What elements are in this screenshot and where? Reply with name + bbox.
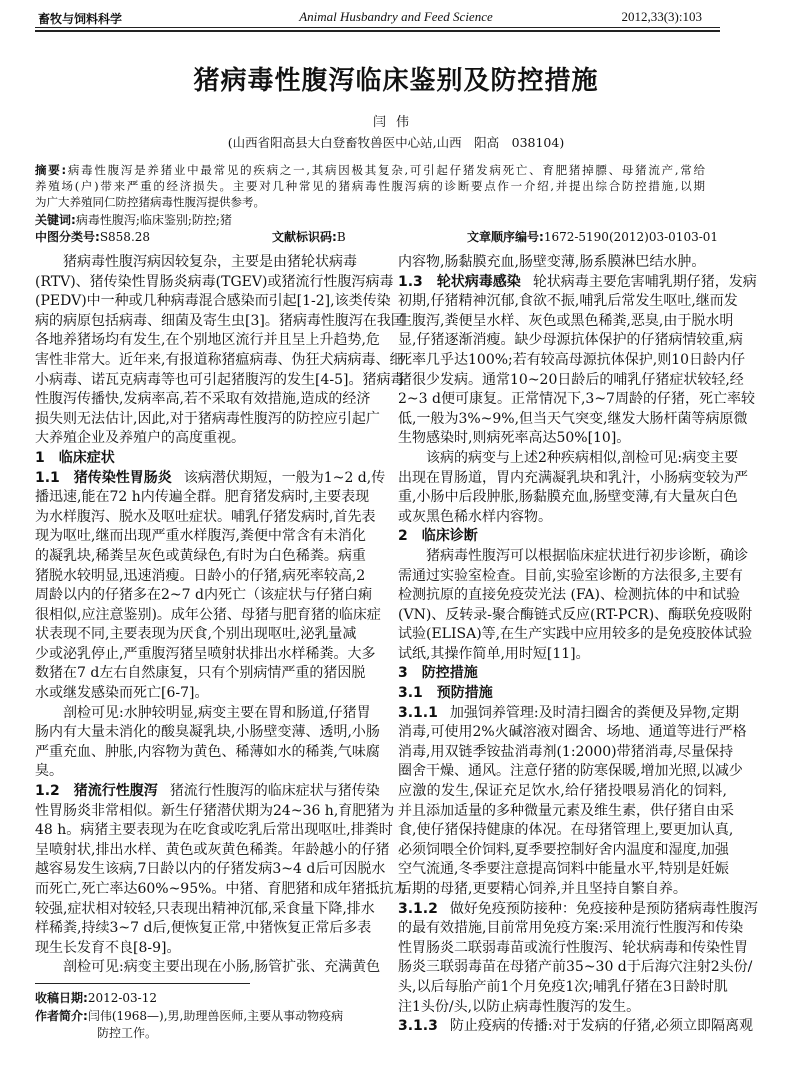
section-heading: 1 临床症状: [35, 449, 115, 466]
text-line-content: 该病的病变与上述2种疾病相似,剖检可见:病变主要: [426, 449, 739, 466]
abstract-label: 摘要:: [35, 163, 67, 177]
text-line-content: 应激的发生,保证充足饮水,给仔猪投喂易消化的饲料,: [398, 783, 727, 800]
text-line-content: 样稀粪,持续3~7 d后,便恢复正常,中猪恢复正常后多表: [35, 920, 372, 937]
section-heading: 3.1 预防措施: [398, 685, 493, 702]
text-line: [35, 253, 355, 273]
text-line-content: 猪病毒性腹泻病因较复杂，主要是由猪轮状病毒: [63, 254, 357, 270]
text-line: [398, 998, 727, 1018]
text-line-content: 较强,症状相对较轻,只表现出精神沉郁,采食量下降,排水: [35, 900, 375, 917]
text-line: [398, 292, 738, 312]
text-line-content: 防止疫病的传播:对于发病的仔猪,必须立即隔离观: [449, 1018, 754, 1035]
text-line-content: 显,仔猪逐渐消瘦。缺少母源抗体保护的仔猪病情较重,病: [398, 332, 743, 349]
text-line-content: 臭。: [35, 763, 63, 780]
text-line-content: 初期,仔猪精神沉郁,食欲不振,哺乳后常发生呕吐,继而发: [398, 293, 738, 310]
text-line: [35, 939, 355, 959]
document-code: 文献标识码:B: [272, 230, 346, 244]
text-line-content: 播迅速,能在72 h内传遍全群。肥育猪发病时,主要表现: [35, 489, 370, 506]
section-heading: 3 防控措施: [398, 665, 478, 682]
text-line-content: 猪脱水较明显,迅速消瘦。日龄小的仔猪,病死率较高,2: [35, 567, 366, 584]
text-line: [35, 684, 355, 704]
journal-name-cn: 畜牧与饲料科学: [38, 12, 123, 26]
text-line-content: 肠炎三联弱毒苗在母猪产前35~30 d于后海穴注射2头份/: [398, 959, 753, 976]
text-line: [398, 645, 727, 665]
text-line-content: 大养殖企业及养殖户的高度重视。: [35, 430, 245, 447]
text-line-content: (VN)、反转录-聚合酶链式反应(RT-PCR)、酶联免疫吸附: [398, 606, 753, 623]
text-line: [35, 743, 380, 763]
text-line-content: 该病潜伏期短，一般为1~2 d,传: [183, 469, 386, 486]
text-line: [398, 939, 748, 959]
text-line-content: 很相似,应注意鉴别)。成年公猪、母猪与肥育猪的临床症: [35, 606, 381, 623]
text-line: [35, 802, 395, 822]
text-line: [398, 331, 743, 351]
text-line-content: 少或泌乳停止,严重腹泻猪呈喷射状排出水样稀粪。大多: [35, 645, 376, 662]
text-line-content: 做好免疫预防接种：免疫接种是预防猪病毒性腹泻: [449, 900, 758, 917]
text-line: [398, 371, 744, 391]
right-column: [398, 253, 758, 1037]
text-line-content: 注1头份/头,以防止病毒性腹泻的发生。: [398, 998, 641, 1015]
text-line: [398, 900, 758, 920]
text-line: [35, 841, 390, 861]
text-line-content: 必须饲喂全价饲料,夏季要控制好舍内温度和湿度,加强: [398, 841, 729, 858]
text-line: [35, 371, 405, 391]
text-line: [35, 488, 370, 508]
text-line: [35, 900, 375, 920]
text-line-content: 越容易发生该病,7日龄以内的仔猪发病3~4 d后可因脱水: [35, 861, 386, 878]
subsection-heading: 1.1 猪传染性胃肠炎: [35, 469, 172, 486]
text-line-content: 消毒,用双链季铵盐消毒剂(1:2000)带猪消毒,尽量保持: [398, 743, 734, 760]
text-line: [398, 880, 727, 900]
text-line: [398, 860, 727, 880]
affiliation: (山西省阳高县大白登畜牧兽医中心站,山西 阳高 038104): [227, 135, 565, 150]
text-line-content: 各地养猪场均有发生,在个别地区流行并且呈上升趋势,危: [35, 332, 380, 349]
text-line-content: 并且添加适量的多种微量元素及维生素，供仔猪自由采: [398, 802, 734, 819]
text-line-content: 低,一般为3%~9%,但当天气突变,继发大肠杆菌等病原微: [398, 410, 748, 427]
section-heading: 2 临床诊断: [398, 528, 478, 545]
text-line-content: 重,小肠中后段肿胀,肠黏膜充血,肠壁变薄,有大量灰白色: [398, 489, 738, 506]
abstract-line: 为广大养殖同仁防控猪病毒性腹泻提供参考。: [35, 195, 265, 209]
subsection-heading: 3.1.2: [398, 900, 438, 917]
text-line-content: 食,使仔猪保持健康的体况。在母猪管理上,要更加认真,: [398, 822, 734, 839]
text-line-content: (PEDV)中一种或几种病毒混合感染而引起[1-2],该类传染: [35, 293, 391, 310]
text-line: [398, 606, 753, 626]
subsection-heading: 1.3 轮状病毒感染: [398, 273, 521, 290]
abstract-line: 养殖场(户)带来严重的经济损失。主要对几种常见的猪病毒性腹泻病的诊断要点作一介绍,并提出综合防控措施,以期: [35, 179, 705, 193]
text-line-content: 加强饲养管理:及时清扫圈舍的粪便及异物,定期: [449, 704, 740, 721]
text-line: [35, 331, 380, 351]
text-line: [398, 469, 748, 489]
text-line-content: 检测抗原的直接免疫荧光法 (FA)、检测抗体的中和试验: [398, 587, 740, 604]
text-line: [398, 802, 734, 822]
text-line: [35, 664, 366, 684]
text-line: [398, 1017, 754, 1037]
article-number: 文章顺序编号:1672-5190(2012)03-0103-01: [467, 230, 719, 244]
text-line-content: 的最有效措施,目前常用免疫方案:采用流行性腹泻和传染: [398, 920, 744, 937]
text-line-content: 猪病毒性腹泻可以根据临床症状进行初步诊断，确诊: [426, 547, 748, 564]
text-line-content: 现为呕吐,继而出现严重水样腹泻,粪便中常含有未消化: [35, 528, 366, 545]
author-bio: 作者简介:闫伟(1968—),男,助理兽医师,主要从事动物疫病: [35, 1009, 344, 1023]
text-line: [35, 410, 380, 430]
text-line: [398, 704, 740, 724]
text-line-content: 48 h。病猪主要表现为在吃食或吃乳后常出现呕吐,排粪时: [35, 822, 393, 839]
text-line-content: 消毒,可使用2%火碱溶液对圈舍、场地、通道等进行严格: [398, 724, 747, 741]
text-line: [35, 508, 376, 528]
text-line: [35, 762, 355, 782]
text-line: [35, 782, 380, 802]
text-line-content: (RTV)、猪传染性胃肠炎病毒(TGEV)或猪流行性腹泻病毒: [35, 273, 394, 290]
text-line-content: 水或继发感染而死亡[6-7]。: [35, 685, 209, 702]
subsection-heading: 3.1.3: [398, 1018, 438, 1035]
text-line-content: 小病毒、诺瓦克病毒等也可引起猪腹泻的发生[4-5]。猪病毒: [35, 371, 405, 388]
text-line-content: 后期的母猪,更要精心饲养,并且坚持自繁自养。: [398, 881, 687, 897]
left-column: [35, 253, 408, 978]
text-line-content: 试验(ELISA)等,在生产实践中应用较多的是免疫胶体试验: [398, 626, 753, 643]
text-line: [398, 488, 738, 508]
text-line-content: 或灰黑色稀水样内容物。: [398, 508, 552, 525]
text-line: [35, 547, 366, 567]
text-line: [398, 841, 727, 861]
text-line-content: 的凝乳块,稀粪呈灰色或黄绿色,有时为白色稀粪。病重: [35, 547, 366, 564]
text-line: [398, 723, 747, 743]
text-line: [35, 312, 405, 332]
text-line: [35, 527, 366, 547]
text-line-content: 性腹泻传播快,发病率高,若不采取有效措施,造成的经济: [35, 391, 371, 408]
text-line-content: 头,以后每胎产前1个月免疫1次;哺乳仔猪在3日龄时肌: [398, 978, 728, 995]
abstract: [35, 162, 705, 210]
text-line: [35, 390, 371, 410]
paper-title: 猪病毒性腹泻临床鉴别及防控措施: [193, 66, 599, 96]
text-line: [398, 351, 746, 371]
text-line: [35, 469, 386, 489]
text-line: [35, 821, 393, 841]
text-line-content: 状表现不同,主要表现为厌食,个别出现呕吐,泌乳量减: [35, 626, 357, 643]
text-line: [35, 292, 391, 312]
text-line-content: 内容物,肠黏膜充血,肠壁变薄,肠系膜淋巴结水肿。: [398, 254, 706, 270]
text-line: [35, 880, 408, 900]
text-line-content: 性胃肠炎二联弱毒苗或流行性腹泻、轮状病毒和传染性胃: [398, 939, 748, 956]
text-line-content: 肠内有大量未消化的酸臭凝乳块,小肠壁变薄、透明,小肠: [35, 724, 380, 741]
text-line: [35, 645, 376, 665]
text-line-content: 现生长发育不良[8-9]。: [35, 939, 181, 956]
header-rule: [35, 27, 720, 28]
text-line: [398, 547, 748, 567]
text-line: [398, 449, 739, 469]
received-date: 收稿日期:2012-03-12: [35, 991, 157, 1005]
author-bio-cont: 防控工作。: [97, 1026, 158, 1040]
text-line-content: 剖检可见:水肿较明显,病变主要在胃和肠道,仔猪胃: [63, 704, 371, 721]
text-line-content: 猪很少发病。通常10~20日龄后的哺乳仔猪症状较轻,经: [398, 371, 744, 388]
text-line: [398, 253, 727, 273]
text-line: [398, 919, 744, 939]
text-line: [398, 625, 753, 645]
text-line: [398, 586, 740, 606]
text-line: [398, 429, 727, 449]
text-line-content: 猪流行性腹泻的临床症状与猪传染: [169, 783, 380, 800]
text-line-content: 试纸,其操作简单,用时短[11]。: [398, 645, 590, 662]
text-line: [398, 821, 734, 841]
text-line: [398, 978, 727, 998]
text-line: [35, 958, 381, 978]
text-line-content: 损失则无法估计,因此,对于猪病毒性腹泻的防控应引起广: [35, 410, 380, 427]
text-line-content: 空气流通,冬季要注意提高饲料中能量水平,特别是妊娠: [398, 861, 729, 878]
text-line-content: 出现在胃肠道，胃内充满凝乳块和乳汁，小肠病变较为严: [398, 469, 748, 486]
journal-name-en: Animal Husbandry and Feed Science: [299, 9, 493, 24]
text-line: [35, 625, 355, 645]
text-line-content: 性胃肠炎非常相似。新生仔猪潜伏期为24~36 h,育肥猪为: [35, 802, 395, 819]
text-line-content: 轮状病毒主要危害哺乳期仔猪，发病: [532, 273, 757, 290]
text-line: [398, 762, 743, 782]
text-line-content: 严重充血、肿胀,内容物为黄色、稀薄如水的稀粪,气味腐: [35, 743, 380, 760]
text-line: [35, 704, 371, 724]
text-line-content: 数猪在7 d左右自然康复，只有个别病情严重的猪因脱: [35, 665, 366, 682]
text-line: [35, 273, 394, 293]
text-line-content: 死率几乎达100%;若有较高母源抗体保护,则10日龄内仔: [398, 351, 746, 368]
classification-number: 中图分类号:S858.28: [35, 230, 151, 244]
text-line-content: 呈喷射状,排出水样、黄色或灰黄色稀粪。年龄越小的仔猪: [35, 841, 390, 858]
text-line-content: 害性非常大。近年来,有报道称猪瘟病毒、伪狂犬病病毒、细: [35, 351, 404, 368]
text-line: [35, 723, 380, 743]
text-line: [398, 273, 757, 293]
author: 闫伟: [372, 115, 419, 130]
text-line: [398, 390, 755, 410]
text-line-content: 周龄以内的仔猪多在2~7 d内死亡（该症状与仔猪白痢: [35, 587, 372, 604]
text-line: [398, 782, 727, 802]
text-line-content: 需通过实验室检查。目前,实验室诊断的方法很多,主要有: [398, 567, 743, 584]
subsection-heading: 3.1.1: [398, 704, 438, 721]
text-line-content: 生物感染时,则病死率高达50%[10]。: [398, 430, 631, 447]
text-line: [35, 606, 381, 626]
text-line: [398, 743, 734, 763]
footnote-rule: [35, 983, 250, 984]
text-line: [35, 567, 366, 587]
text-line: [35, 351, 404, 371]
text-line-content: 2~3 d便可康复。正常情况下,3~7周龄的仔猪，死亡率较: [398, 391, 755, 408]
text-line: [398, 312, 734, 332]
text-line: [35, 919, 372, 939]
text-line: [398, 508, 727, 528]
text-line-content: 生腹泻,粪便呈水样、灰色或黑色稀粪,恶臭,由于脱水明: [398, 312, 734, 329]
text-line: [398, 958, 753, 978]
issue-info: 2012,33(3):103: [621, 9, 702, 24]
subsection-heading: 1.2 猪流行性腹泻: [35, 783, 158, 800]
text-line: [398, 410, 748, 430]
text-line-content: 而死亡,死亡率达60%~95%。中猪、育肥猪和成年猪抵抗力: [35, 881, 408, 897]
text-line-content: 圈舍干燥、通风。注意仔猪的防寒保暖,增加光照,以减少: [398, 763, 743, 780]
text-line-content: 剖检可见:病变主要出现在小肠,肠管扩张、充满黄色: [63, 959, 381, 976]
text-line: [35, 586, 372, 606]
abstract-line: 摘要:病毒性腹泻是养猪业中最常见的疾病之一,其病因极其复杂,可引起仔猪发病死亡、育肥猪掉膘、母猪流产,常给: [35, 163, 705, 177]
text-line: [398, 567, 743, 587]
text-line: [35, 429, 355, 449]
keywords: 关键词:病毒性腹泻;临床鉴别;防控;猪: [35, 213, 232, 227]
text-line-content: 为水样腹泻、脱水及呕吐症状。哺乳仔猪发病时,首先表: [35, 508, 376, 525]
text-line-content: 病的病原包括病毒、细菌及寄生虫[3]。猪病毒性腹泻在我国: [35, 312, 405, 329]
text-line: [35, 860, 386, 880]
header-rule-thick: [35, 30, 720, 32]
